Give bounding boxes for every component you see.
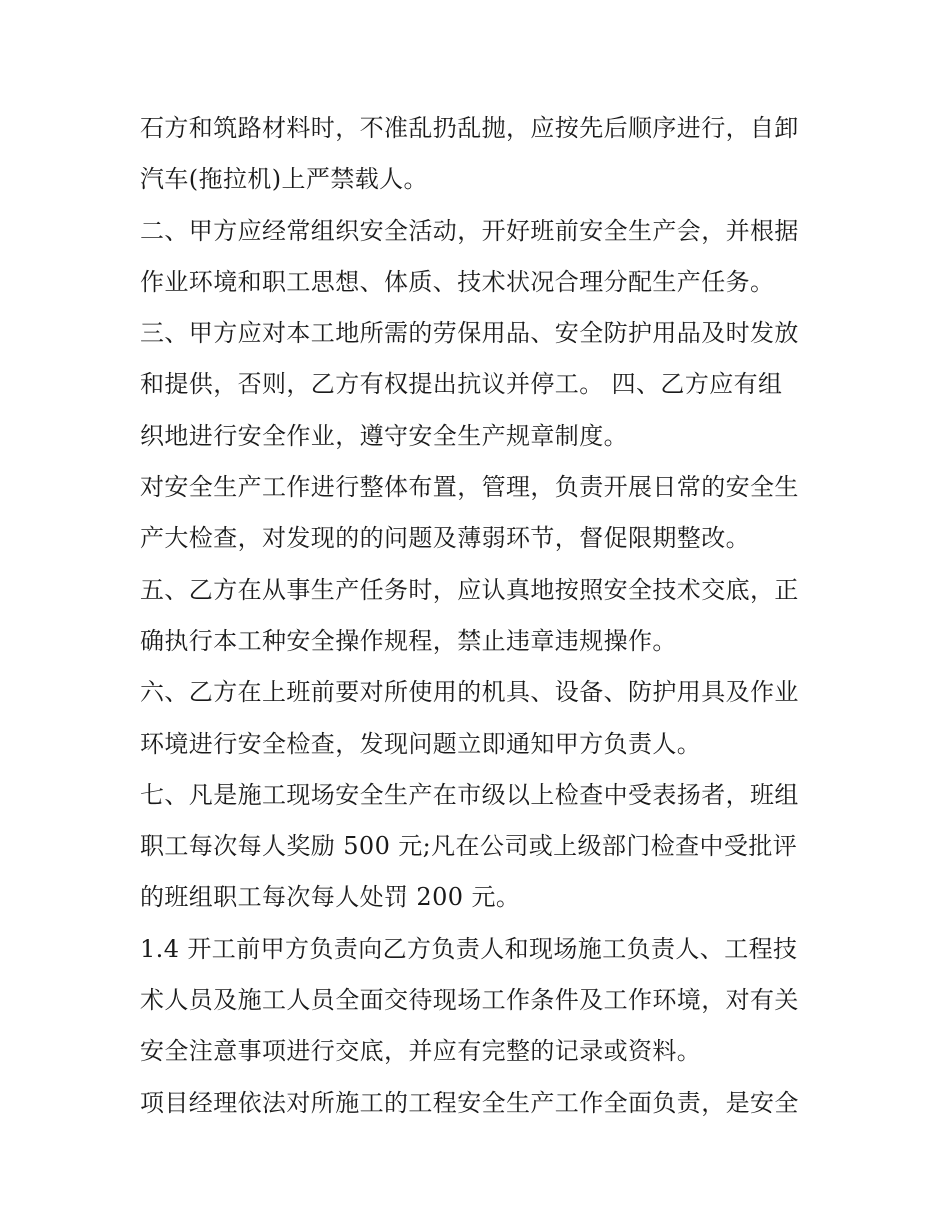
text-line-18: 术人员及施工人员全面交待现场工作条件及工作环境，对有关	[140, 986, 799, 1015]
text-line-1: 石方和筑路材料时，不准乱扔乱抛，应按先后顺序进行，自卸	[140, 114, 799, 142]
text-line-11: 确执行本工种安全操作规程，禁止违章违规操作。	[140, 626, 677, 655]
text-line-8: 对安全生产工作进行整体布置，管理，负责开展日常的安全生	[140, 473, 799, 502]
text-line-4: 作业环境和职工思想、体质、技术状况合理分配生产任务。	[140, 267, 775, 296]
text-line-12: 六、乙方在上班前要对所使用的机具、设备、防护用具及作业	[140, 678, 799, 707]
text-line-20: 项目经理依法对所施工的工程安全生产工作全面负责，是安全	[140, 1088, 799, 1117]
text-line-2: 汽车(拖拉机)上严禁载人。	[140, 165, 428, 194]
text-line-15: 职工每次每人奖励 500 元;凡在公司或上级部门检查中受批评	[140, 832, 798, 861]
text-line-13: 环境进行安全检查，发现问题立即通知甲方负责人。	[140, 729, 702, 758]
text-line-17: 1.4 开工前甲方负责向乙方负责人和现场施工负责人、工程技	[140, 934, 798, 963]
text-line-9: 产大检查，对发现的的问题及薄弱环节，督促限期整改。	[140, 524, 750, 553]
text-line-7: 织地进行安全作业，遵守安全生产规章制度。	[140, 421, 628, 450]
text-line-14: 七、凡是施工现场安全生产在市级以上检查中受表扬者，班组	[140, 780, 799, 809]
text-line-6: 和提供，否则，乙方有权提出抗议并停工。 四、乙方应有组	[140, 370, 783, 399]
text-line-5: 三、甲方应对本工地所需的劳保用品、安全防护用品及时发放	[140, 319, 799, 348]
text-line-19: 安全注意事项进行交底，并应有完整的记录或资料。	[140, 1037, 702, 1066]
body-text	[140, 103, 820, 1129]
text-line-3: 二、甲方应经常组织安全活动，开好班前安全生产会，并根据	[140, 216, 799, 245]
text-line-16: 的班组职工每次每人处罚 200 元。	[140, 883, 521, 912]
text-line-10: 五、乙方在从事生产任务时，应认真地按照安全技术交底，正	[140, 575, 799, 604]
